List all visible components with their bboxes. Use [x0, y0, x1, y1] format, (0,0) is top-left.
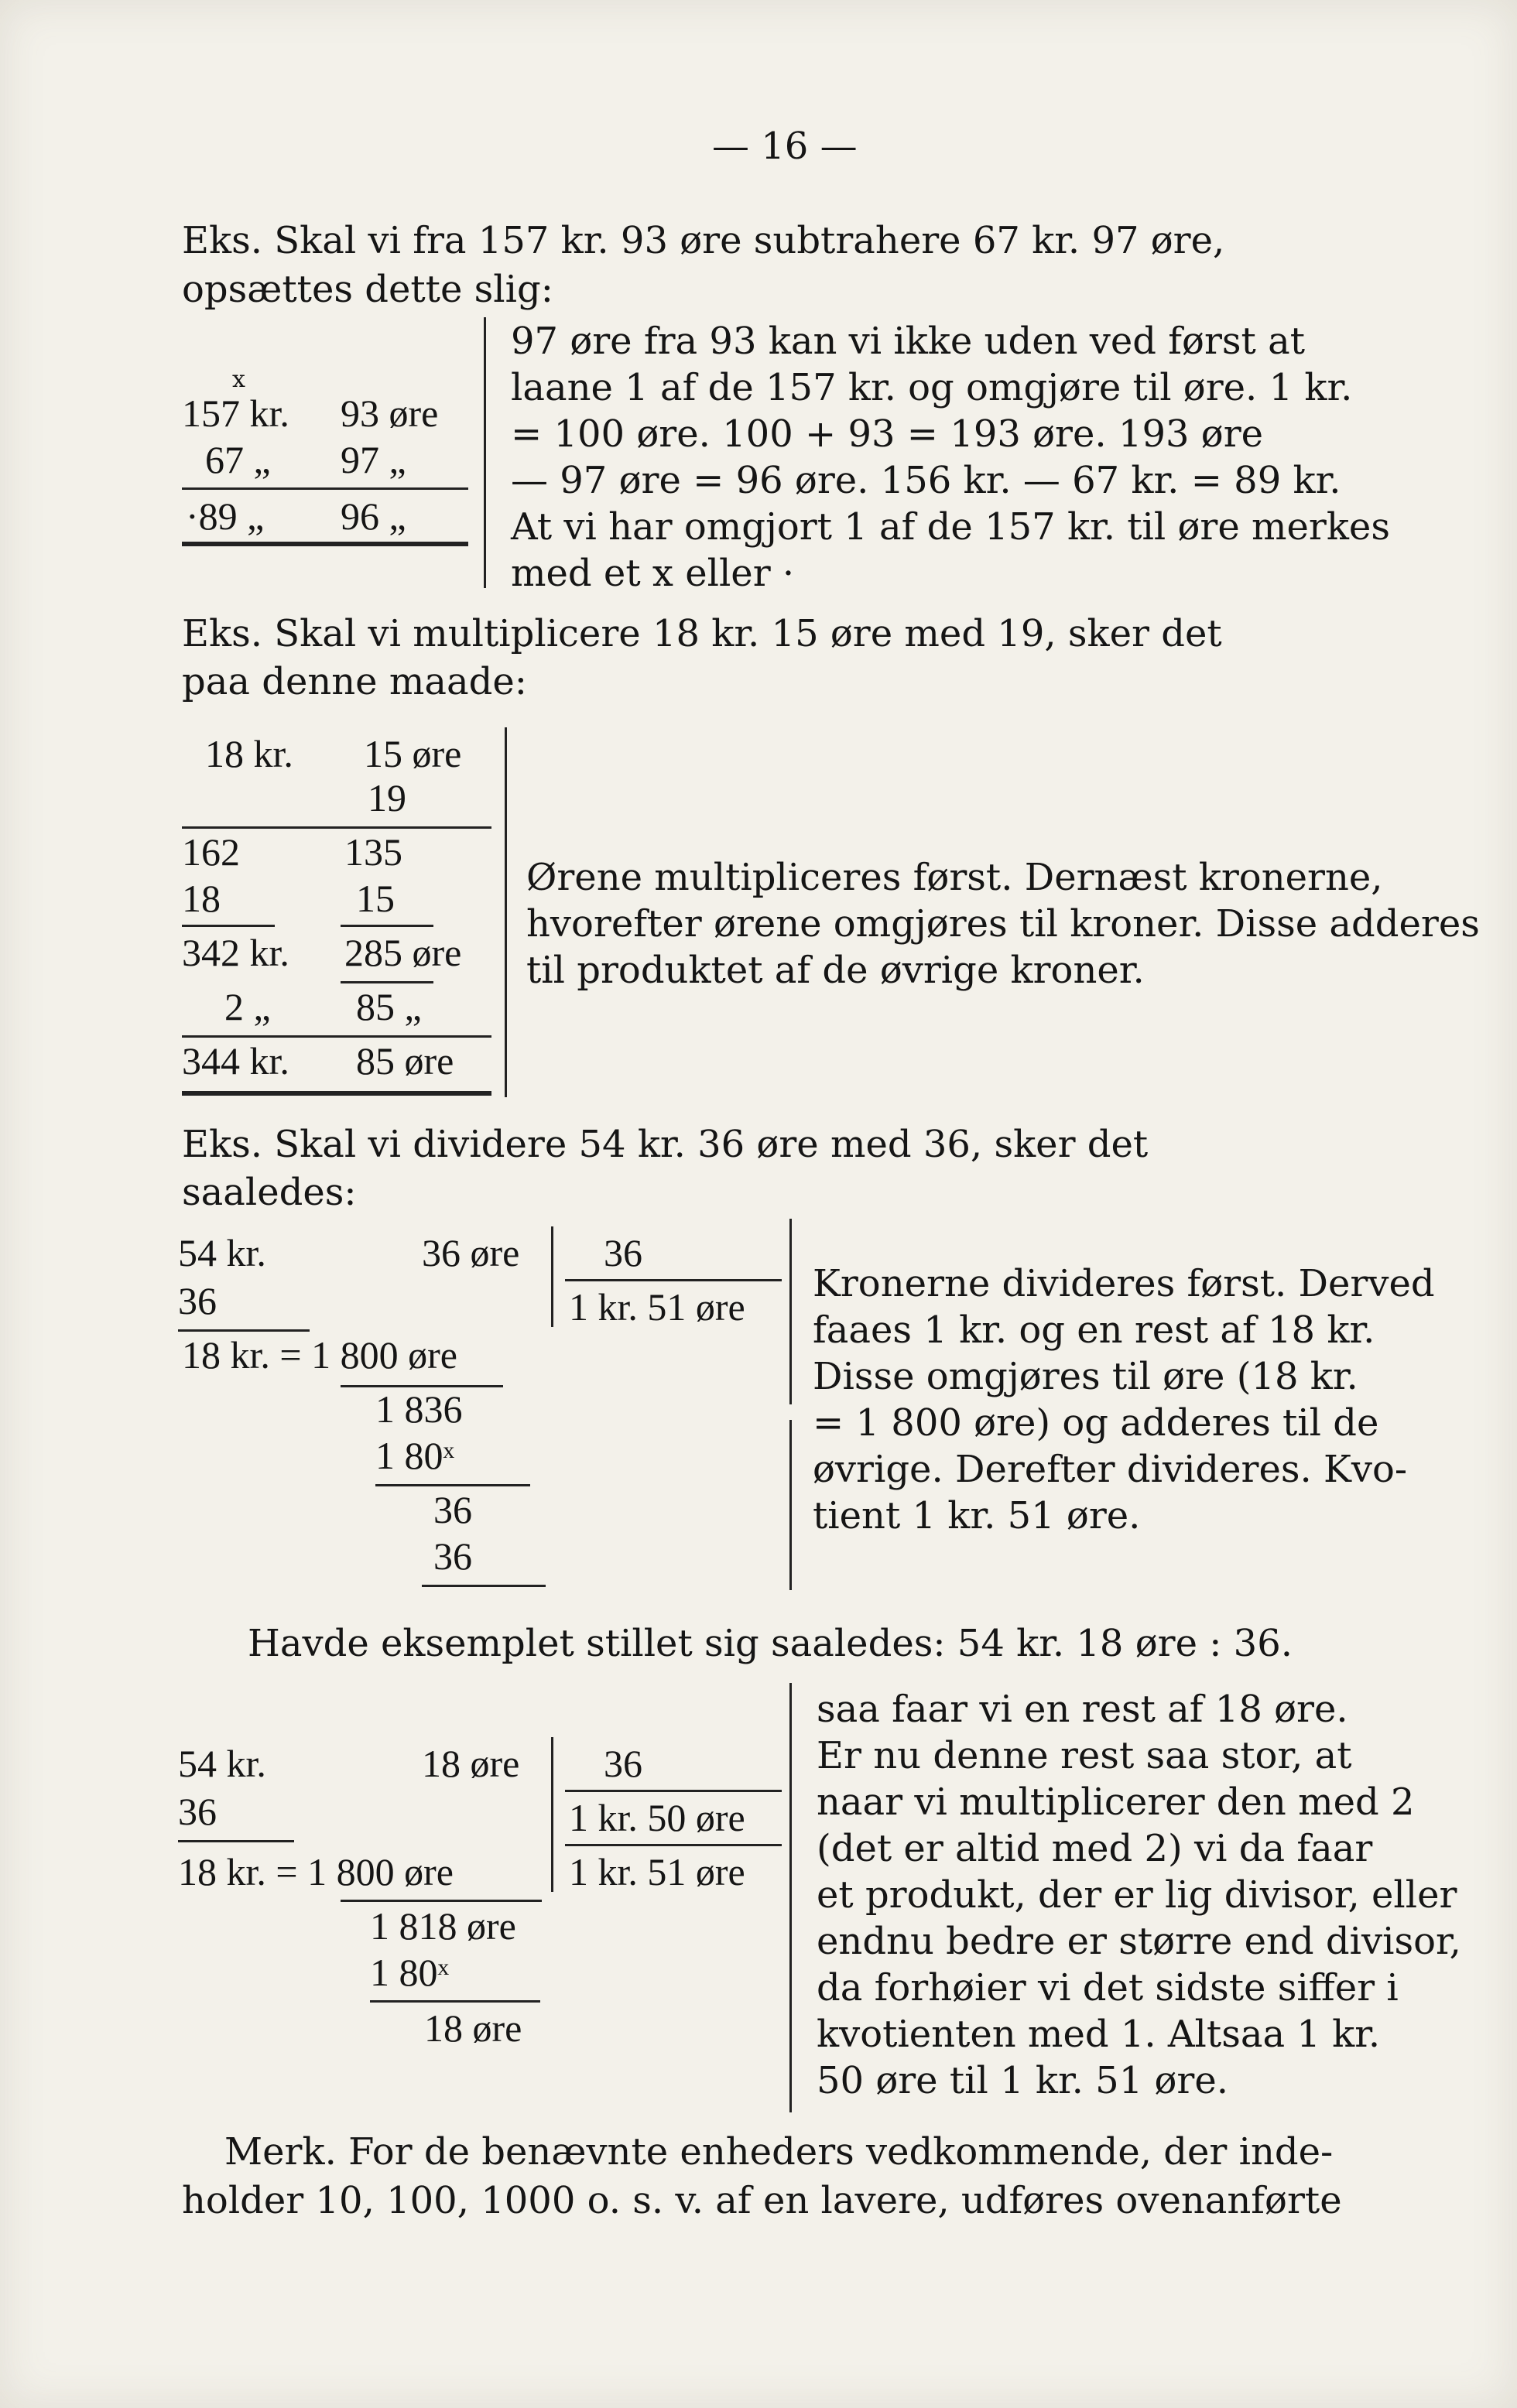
ex4-subtract-kr: 36 — [178, 1790, 217, 1833]
ex3-sum: 1 836 — [375, 1387, 463, 1431]
ex4-explain-4: (det er altid med 2) vi da faar — [817, 1827, 1373, 1870]
ex2-line-4 — [182, 1035, 491, 1038]
ex4-explain-5: et produkt, der er lig divisor, eller — [817, 1873, 1457, 1917]
ex4-final-rest: 18 øre — [424, 2006, 522, 2050]
ex4-intro: Havde eksemplet stillet sig saaledes: 54 kr. 18 øre : 36. — [248, 1622, 1293, 1665]
ex2-line-3 — [341, 981, 433, 983]
ex4-dividend-ore: 18 øre — [422, 1742, 520, 1785]
ex1-result-line — [182, 542, 468, 546]
ex3-subtract-2: 1 80ˣ — [375, 1434, 454, 1477]
ex2-result-line — [182, 1091, 491, 1096]
ex3-step-2: 36 — [433, 1534, 472, 1578]
ex3-quotient: 1 kr. 51 øre — [569, 1285, 745, 1329]
ex3-intro-line1: Eks. Skal vi dividere 54 kr. 36 øre med 36, sker det — [182, 1123, 1149, 1166]
ex4-line-1 — [178, 1840, 294, 1842]
ex1-intro-line1: Eks. Skal vi fra 157 kr. 93 øre subtrahere 67 kr. 97 øre, — [182, 219, 1225, 262]
ex1-row3-kr: ·89 „ — [186, 494, 265, 538]
ex4-explain-1: saa faar vi en rest af 18 øre. — [817, 1688, 1348, 1731]
ex3-separator-lower — [789, 1420, 792, 1590]
ex2-row1-kr: 18 kr. — [205, 732, 293, 775]
ex1-sum-line — [182, 487, 468, 490]
note-line-2: holder 10, 100, 1000 o. s. v. af en lavere, udføres ovenanførte — [182, 2179, 1342, 2222]
ex4-division-bar — [551, 1737, 553, 1892]
ex3-line-3 — [375, 1484, 530, 1486]
ex3-intro-line2: saaledes: — [182, 1171, 357, 1214]
borrow-mark: x — [232, 366, 245, 393]
ex4-divisor: 36 — [604, 1742, 642, 1785]
ex4-explain-6: endnu bedre er større end divisor, — [817, 1920, 1461, 1963]
ex3-line-4 — [422, 1585, 546, 1587]
ex2-separator — [505, 727, 507, 1097]
ex2-intro-line2: paa denne maade: — [182, 660, 527, 703]
ex3-explain-1: Kronerne divideres først. Derved — [813, 1262, 1435, 1305]
ex1-explain-1: 97 øre fra 93 kan vi ikke uden ved først at — [511, 320, 1305, 363]
ex2-intro-line1: Eks. Skal vi multiplicere 18 kr. 15 øre med 19, sker det — [182, 612, 1222, 655]
ex3-dividend-kr: 54 kr. — [178, 1231, 266, 1274]
note-line-1: Merk. For de benævnte enheders vedkommende, der inde- — [224, 2130, 1334, 2174]
ex2-partial2-kr: 18 — [182, 877, 221, 920]
ex2-carry-ore: 85 „ — [356, 985, 422, 1028]
ex1-row1-ore: 93 øre — [341, 392, 439, 435]
ex4-explain-3: naar vi multiplicerer den med 2 — [817, 1780, 1415, 1824]
ex2-line-2a — [182, 925, 275, 927]
ex2-explain-1: Ørene multipliceres først. Dernæst kronerne, — [526, 856, 1383, 899]
ex4-dividend-kr: 54 kr. — [178, 1742, 266, 1785]
ex3-dividend-ore: 36 øre — [422, 1231, 520, 1274]
ex1-explain-5: At vi har omgjort 1 af de 157 kr. til øre merkes — [511, 505, 1390, 549]
ex3-step-1: 36 — [433, 1488, 472, 1531]
ex2-sum-kr: 342 kr. — [182, 931, 289, 974]
ex3-explain-2: faaes 1 kr. og en rest af 18 kr. — [813, 1308, 1375, 1352]
ex2-result-kr: 344 kr. — [182, 1039, 289, 1083]
ex4-explain-7: da forhøier vi det sidste siffer i — [817, 1966, 1399, 2010]
ex3-explain-3: Disse omgjøres til øre (18 kr. — [813, 1355, 1358, 1398]
ex1-row2-ore: 97 „ — [341, 438, 406, 481]
ex1-separator — [484, 317, 486, 588]
ex1-row1-kr: 157 kr. — [182, 392, 289, 435]
ex4-explain-9: 50 øre til 1 kr. 51 øre. — [817, 2059, 1229, 2102]
ex1-explain-4: — 97 øre = 96 øre. 156 kr. — 67 kr. = 89 kr. — [511, 459, 1341, 502]
ex4-sum: 1 818 øre — [370, 1904, 516, 1948]
ex2-explain-3: til produktet af de øvrige kroner. — [526, 949, 1145, 992]
ex2-sum-ore: 285 øre — [344, 931, 462, 974]
ex1-explain-3: = 100 øre. 100 + 93 = 193 øre. 193 øre — [511, 412, 1264, 456]
page-number: — 16 — — [712, 125, 858, 168]
ex3-subtract-kr: 36 — [178, 1279, 217, 1322]
ex1-explain-6: med et x eller · — [511, 552, 795, 595]
ex2-line-2b — [341, 925, 433, 927]
ex3-explain-4: = 1 800 øre) og adderes til de — [813, 1401, 1379, 1445]
ex2-explain-2: hvorefter ørene omgjøres til kroner. Disse adderes — [526, 902, 1480, 946]
ex3-divisor-line — [565, 1279, 782, 1281]
ex1-explain-2: laane 1 af de 157 kr. og omgjøre til øre. 1 kr. — [511, 366, 1353, 409]
ex4-quotient-2: 1 kr. 51 øre — [569, 1850, 745, 1893]
ex1-row2-kr: 67 „ — [205, 438, 271, 481]
ex2-carry-kr: 2 „ — [224, 985, 271, 1028]
ex4-separator — [789, 1683, 792, 2112]
ex2-row1-ore: 15 øre — [364, 732, 462, 775]
ex2-line-1 — [182, 826, 491, 829]
ex4-divisor-line — [565, 1790, 782, 1792]
ex2-partial1-kr: 162 — [182, 830, 240, 874]
ex4-remainder: 18 kr. = 1 800 øre — [178, 1850, 454, 1893]
ex2-multiplier: 19 — [368, 776, 406, 819]
ex3-explain-6: tient 1 kr. 51 øre. — [813, 1494, 1141, 1537]
ex4-quotient-line — [565, 1844, 782, 1846]
ex3-explain-5: øvrige. Derefter divideres. Kvo- — [813, 1448, 1408, 1491]
ex3-division-bar — [551, 1226, 553, 1327]
ex2-partial2-ore: 15 — [356, 877, 395, 920]
ex2-result-ore: 85 øre — [356, 1039, 454, 1083]
ex2-partial1-ore: 135 — [344, 830, 402, 874]
ex3-remainder: 18 kr. = 1 800 øre — [182, 1333, 457, 1377]
ex4-quotient-1: 1 kr. 50 øre — [569, 1796, 745, 1839]
ex3-divisor: 36 — [604, 1231, 642, 1274]
ex1-row3-ore: 96 „ — [341, 494, 406, 538]
ex4-explain-2: Er nu denne rest saa stor, at — [817, 1734, 1352, 1777]
ex1-intro-line2: opsættes dette slig: — [182, 268, 553, 311]
ex4-line-3 — [370, 2000, 540, 2003]
ex3-line-1 — [178, 1329, 310, 1332]
ex3-separator-upper — [789, 1219, 792, 1404]
ex4-line-2 — [341, 1900, 542, 1902]
ex4-explain-8: kvotienten med 1. Altsaa 1 kr. — [817, 2013, 1381, 2056]
ex4-subtract-2: 1 80ˣ — [370, 1951, 449, 1994]
